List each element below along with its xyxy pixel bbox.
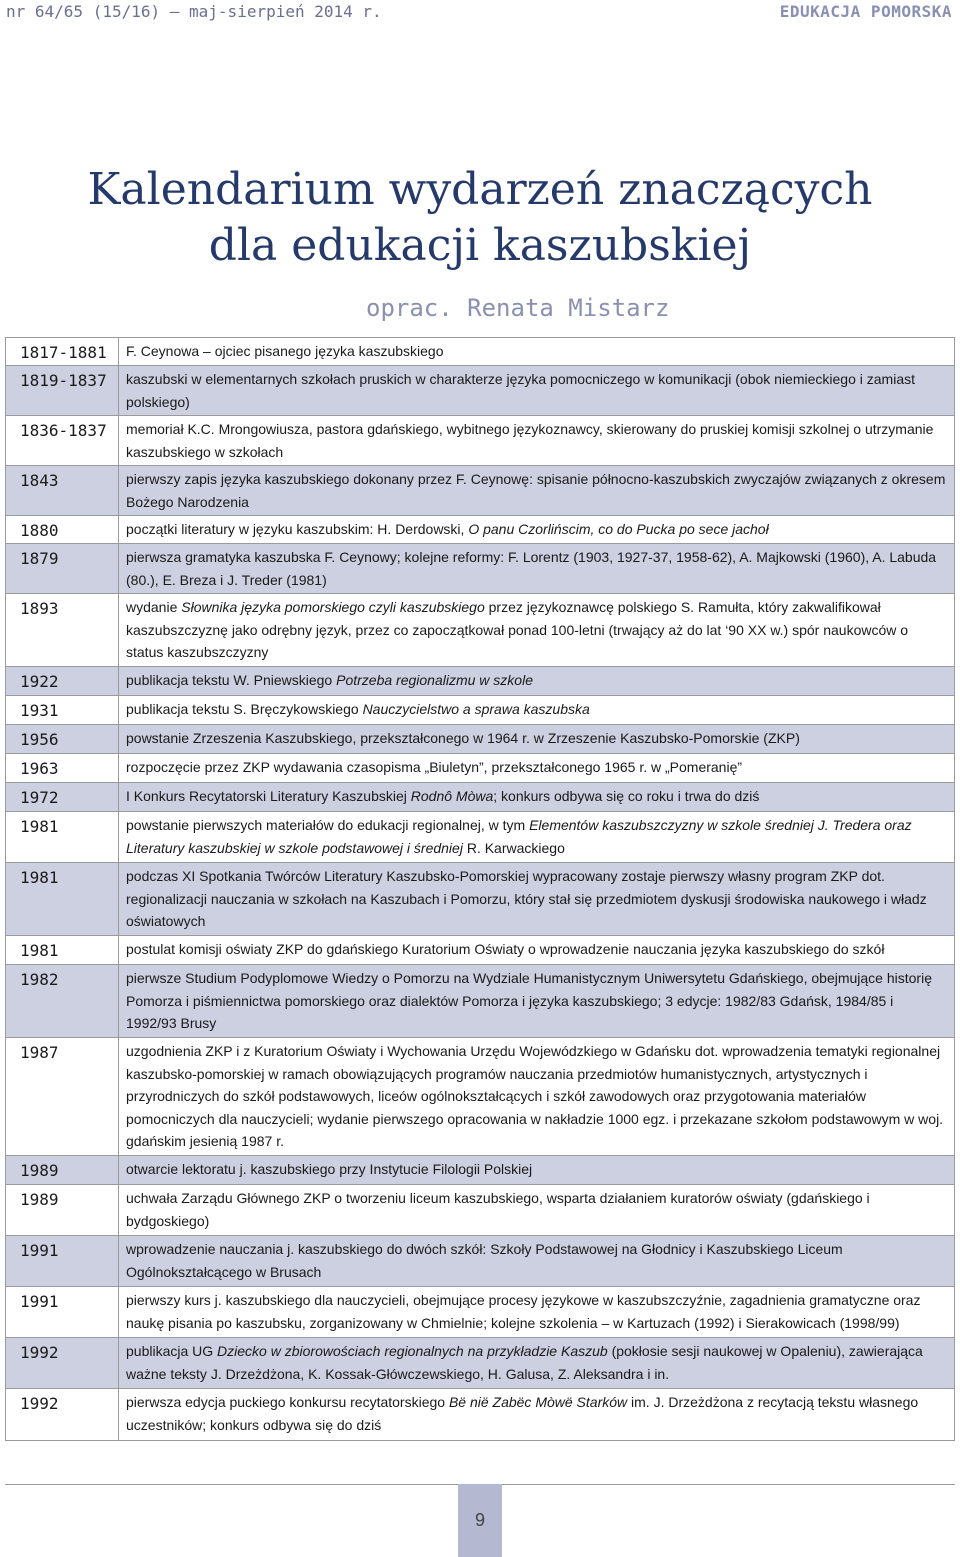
timeline-row [5,863,955,936]
event-text: publikacja tekstu W. Pniewskiego [126,672,337,688]
event-text: pierwszy zapis języka kaszubskiego dokonany przez F. Ceynowę: spisanie północno-kaszubskich zwyczajów związanych z okresem Bożego Narodzenia [126,471,946,510]
event-title-italic: Elementów kaszubszczyzny w szkole średniej J. Tredera oraz Literatury kaszubskiej w szkole podstawowej i średniej [126,817,912,856]
timeline-event [119,812,954,862]
timeline-event [119,696,954,724]
timeline-event [119,965,954,1037]
timeline-table [5,337,955,1441]
timeline-year: 1879 [6,544,119,593]
timeline-event [119,863,954,935]
event-text: uchwała Zarządu Głównego ZKP o tworzeniu liceum kaszubskiego, wsparta działaniem kuratorów oświaty (gdańskiego i bydgoskiego) [126,1190,870,1229]
event-text: I Konkurs Recytatorski Literatury Kaszubskiej [126,788,411,804]
timeline-event [119,783,954,811]
timeline-row [5,1389,955,1441]
timeline-year: 1992 [6,1338,119,1388]
event-text: postulat komisji oświaty ZKP do gdańskiego Kuratorium Oświaty o wprowadzenie nauczania języka kaszubskiego do szkół [126,941,885,957]
timeline-event [119,544,954,593]
timeline-row [5,594,955,667]
event-text: F. Ceynowa – ojciec pisanego języka kaszubskiego [126,343,444,359]
timeline-year: 1893 [6,594,119,666]
timeline-row [5,1236,955,1287]
timeline-year: 1963 [6,754,119,782]
event-text: publikacja UG [126,1343,218,1359]
timeline-row [5,1338,955,1389]
timeline-year: 1981 [6,863,119,935]
timeline-row [5,936,955,965]
event-title-italic: Bë niё Zabëc Mòwё Starków [448,1394,628,1410]
timeline-row [5,1185,955,1236]
timeline-event [119,936,954,964]
timeline-year: 1991 [6,1236,119,1286]
timeline-row [5,516,955,544]
timeline-row [5,366,955,416]
timeline-year: 1991 [6,1287,119,1337]
running-header [0,0,960,26]
event-text: publikacja tekstu S. Bręczykowskiego [126,701,363,717]
timeline-year: 1989 [6,1185,119,1235]
event-text: przez językoznawcę polskiego S. Ramułta, który zakwalifikował kaszubszczyznę jako odrębny język, przez co zapoczątkował ponad 100-letni (trwający aż do lat ‘90 XX w.) spór naukowców o status kaszubszczyzny [126,599,909,660]
timeline-row [5,1156,955,1185]
timeline-year: 1981 [6,812,119,862]
article-author: oprac. Renata Mistarz [366,294,670,322]
event-text: R. Karwackiego [462,839,565,856]
event-text: początki literatury w języku kaszubskim: H. Derdowski, [126,521,469,537]
timeline-event [119,1389,954,1440]
timeline-row [5,696,955,725]
timeline-year: 1922 [6,667,119,695]
timeline-event [119,1236,954,1286]
article-title-line-2: dla edukacji kaszubskiej [208,220,752,271]
event-title-italic: Rodnô Mòwa [410,788,494,804]
event-text: powstanie pierwszych materiałów do edukacji regionalnej, w tym [126,817,530,833]
timeline-year: 1819-1837 [6,366,119,415]
event-text: pierwsze Studium Podyplomowe Wiedzy o Pomorzu na Wydziale Humanistycznym Uniwersytetu Gdańskiego, obejmujące historię Pomorza i piśmiennictwa pomorskiego oraz dialektów Pomorza i języka kaszubskiego; 3 edycje: 1982/83 Gdańsk, 1984/85 i 1992/93 Brusy [126,970,932,1031]
timeline-year: 1987 [6,1038,119,1155]
timeline-event [119,466,954,515]
event-title-italic: Dziecko w zbiorowościach regionalnych na przykładzie Kaszub [217,1343,608,1359]
event-text: rozpoczęcie przez ZKP wydawania czasopisma „Biuletyn”, przekształconego 1965 r. w „Pomeranię” [126,759,743,775]
page-number: 9 [458,1484,502,1557]
event-text: pierwsza gramatyka kaszubska F. Ceynowy; kolejne reformy: F. Lorentz (1903, 1927-37, 1958-62), A. Majkowski (1960), A. Labuda (80.), E. Breza i J. Treder (1981) [126,549,937,588]
event-text: uzgodnienia ZKP i z Kuratorium Oświaty i Wychowania Urzędu Wojewódzkiego w Gdańsku dot. wprowadzenia tematyki regionalnej kaszubsko-pomorskiej w ramach obowiązujących programów nauczania przedmiotów humanistycznych, artystycznych i przyrodniczych do szkół podstawowych, liceów ogólnokształcących i szkół zawodowych oraz przygotowania materiałów pomocniczych dla nauczycieli; wydanie pierwszego opracowania w nakładzie 1000 egz. i przekazane szkołom podstawowym w woj. gdańskim jesienią 1987 r. [126,1043,944,1149]
timeline-row [5,416,955,466]
timeline-year: 1982 [6,965,119,1037]
timeline-event [119,594,954,666]
event-text: (pokłosie sesji naukowej w Opalenіu), zawierająca ważne teksty J. Drzeżdżona, K. Kossak-Główczewskiego, H. Galusa, Z. Aleksandra i in. [126,1343,923,1382]
timeline-year: 1956 [6,725,119,753]
timeline-event [119,725,954,753]
timeline-year: 1836-1837 [6,416,119,465]
timeline-row [5,466,955,516]
event-title-italic: Potrzeba regionalizmu w szkole [336,672,533,688]
event-title-italic: Nauczycielstwo a sprawa kaszubska [362,701,590,717]
article-title-line-1: Kalendarium wydarzeń znaczących [87,164,873,215]
timeline-row [5,783,955,812]
event-title-italic: O panu Czorlińscim, co do Pucka po sece jachoł [468,521,769,537]
event-title-italic: Słownika języka pomorskiego czyli kaszubskiego [181,599,485,615]
timeline-event [119,1156,954,1184]
issue-info: nr 64/65 (15/16) – maj-sierpień 2014 r. [6,2,382,21]
timeline-year: 1931 [6,696,119,724]
event-text: ; konkurs odbywa się co roku i trwa do dziś [493,788,760,804]
timeline-year: 1843 [6,466,119,515]
timeline-event [119,1287,954,1337]
timeline-year: 1972 [6,783,119,811]
timeline-row [5,725,955,754]
event-text: powstanie Zrzeszenia Kaszubskiego, przekształconego w 1964 r. w Zrzeszenie Kaszubsko-Pomorskie (ZKP) [126,730,800,746]
timeline-year: 1981 [6,936,119,964]
timeline-event [119,338,954,365]
timeline-row [5,1038,955,1156]
timeline-event [119,516,954,543]
timeline-row [5,812,955,863]
event-text: pierwsza edycja puckiego konkursu recytatorskiego [126,1394,449,1410]
event-text: otwarcie lektoratu j. kaszubskiego przy Instytucie Filologii Polskiej [126,1161,533,1177]
timeline-year: 1880 [6,516,119,543]
timeline-row [5,338,955,366]
journal-name: EDUKACJA POMORSKA [779,2,952,21]
timeline-event [119,1338,954,1388]
event-text: kaszubski w elementarnych szkołach pruskich w charakterze języka pomocniczego w komunikacji (obok niemieckiego i zamiast polskiego) [126,371,915,410]
timeline-row [5,754,955,783]
event-text: pierwszy kurs j. kaszubskiego dla nauczycieli, obejmujące procesy językowe w kaszubszczyźnie, zagadnienia gramatyczne oraz naukę pisania po kaszubsku, zorganizowany w Chmielnie; kolejne szkolenia – w Kartuzach (1992) i Sierakowicach (1998/99) [126,1292,921,1331]
timeline-year: 1992 [6,1389,119,1440]
timeline-event [119,667,954,695]
event-text: im. J. Drzeżdżona z recytacją tekstu własnego uczestników; konkurs odbywa się do dziś [126,1394,919,1433]
timeline-row [5,667,955,696]
timeline-year: 1989 [6,1156,119,1184]
timeline-event [119,754,954,782]
timeline-event [119,1038,954,1155]
event-text: wydanie [126,599,182,615]
event-text: podczas XI Spotkania Twórców Literatury Kaszubsko-Pomorskiej wypracowany zostaje pierwszy własny program ZKP dot. regionalizacji nauczania w szkołach na Kaszubach i Pomorzu, który stał się przedmiotem dyskusji środowiska naukowego i władz oświatowych [126,868,927,929]
timeline-year: 1817-1881 [6,338,119,365]
timeline-event [119,1185,954,1235]
timeline-row [5,1287,955,1338]
timeline-event [119,366,954,415]
event-text: wprowadzenie nauczania j. kaszubskiego do dwóch szkół: Szkoły Podstawowej na Głodnicy i Kaszubskiego Liceum Ogólnokształcącego w Brusach [126,1241,843,1280]
timeline-event [119,416,954,465]
timeline-row [5,544,955,594]
event-text: memoriał K.C. Mrongowiusza, pastora gdańskiego, wybitnego językoznawcy, skierowany do pruskiej komisji szkolnej o utrzymanie kaszubskiego w szkołach [126,421,934,460]
timeline-row [5,965,955,1038]
